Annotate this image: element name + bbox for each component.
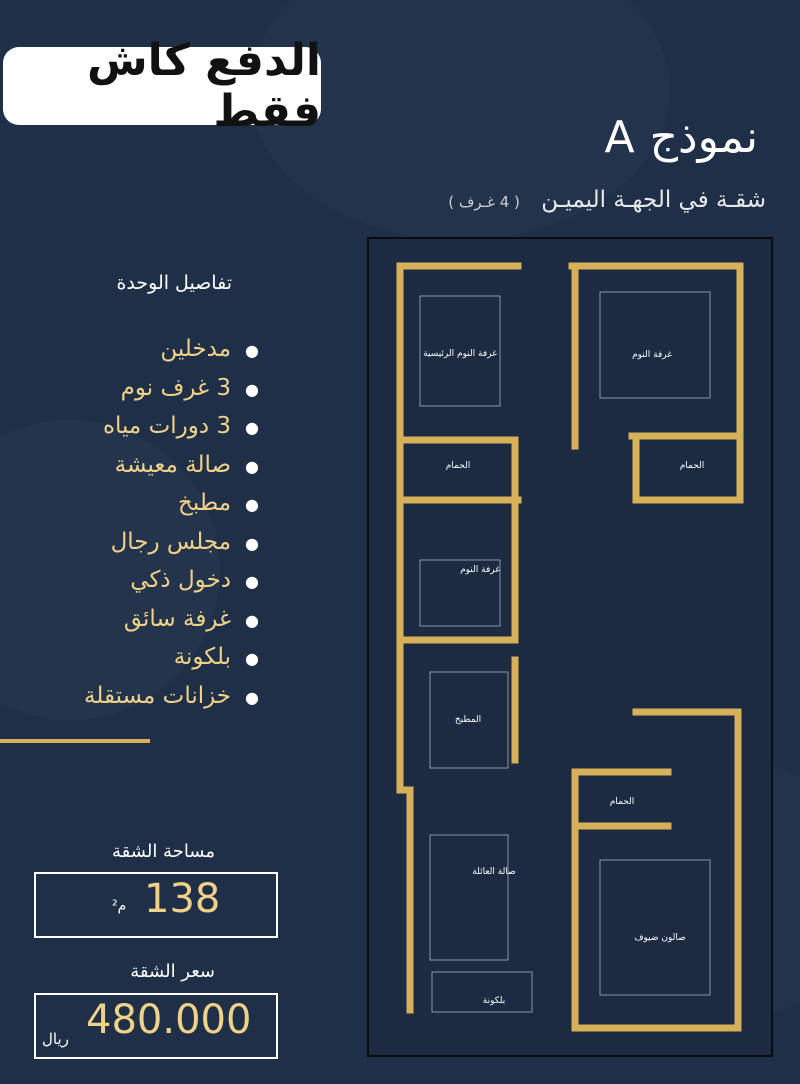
room-label: الحمام <box>609 797 635 807</box>
bullet-icon: ● <box>245 533 262 553</box>
feature-item: ●صالة معيشة <box>84 446 262 485</box>
feature-item: ●مجلس رجال <box>84 523 262 562</box>
bullet-icon: ● <box>245 610 262 630</box>
feature-item: ●دخول ذكي <box>84 561 262 600</box>
unit-details-title: تفاصيل الوحدة <box>116 272 232 294</box>
feature-item: ●غرفة سائق <box>84 600 262 639</box>
feature-item: ●3 دورات مياه <box>84 407 262 446</box>
area-label: مساحة الشقة <box>112 841 215 862</box>
room-label: صالون ضيوف <box>634 933 686 943</box>
floor-plan-frame <box>368 238 772 1056</box>
bullet-icon: ● <box>245 456 262 476</box>
price-unit: ريال <box>42 1030 69 1048</box>
subtitle-note: ( 4 غـرف ) <box>448 193 520 211</box>
room-label: غرفة النوم الرئيسية <box>423 349 497 359</box>
bullet-icon: ● <box>245 495 262 514</box>
cash-only-badge: الدفع كاش فقط <box>3 47 321 125</box>
room-label: غرفة النوم <box>632 350 672 360</box>
bullet-icon: ● <box>245 687 262 707</box>
area-value: 138 <box>144 876 221 922</box>
room-label: صالة العائلة <box>472 867 516 877</box>
feature-item: ●مدخلين <box>84 330 262 369</box>
bullet-icon: ● <box>245 418 262 437</box>
area-unit: م² <box>112 898 127 914</box>
room-label: الحمام <box>679 461 705 471</box>
room-label: الحمام <box>445 461 471 471</box>
subtitle-text: شقـة في الجهـة اليميـن <box>541 187 766 213</box>
feature-item: ●خزانات مستقلة <box>84 677 262 716</box>
feature-item: ●3 غرف نوم <box>84 369 262 408</box>
room-label: غرفة النوم <box>460 565 500 575</box>
room-label: بلكونة <box>482 996 506 1006</box>
bullet-icon: ● <box>245 572 262 591</box>
bullet-icon: ● <box>245 649 262 668</box>
room-label: المطبخ <box>454 715 482 725</box>
price-value: 480.000 <box>86 997 252 1043</box>
bullet-icon: ● <box>245 341 262 360</box>
page-title: نموذج A <box>604 112 758 163</box>
price-label: سعر الشقة <box>130 961 215 982</box>
feature-item: ●بلكونة <box>84 638 262 677</box>
bullet-icon: ● <box>245 379 262 399</box>
feature-item: ●مطبخ <box>84 484 262 523</box>
